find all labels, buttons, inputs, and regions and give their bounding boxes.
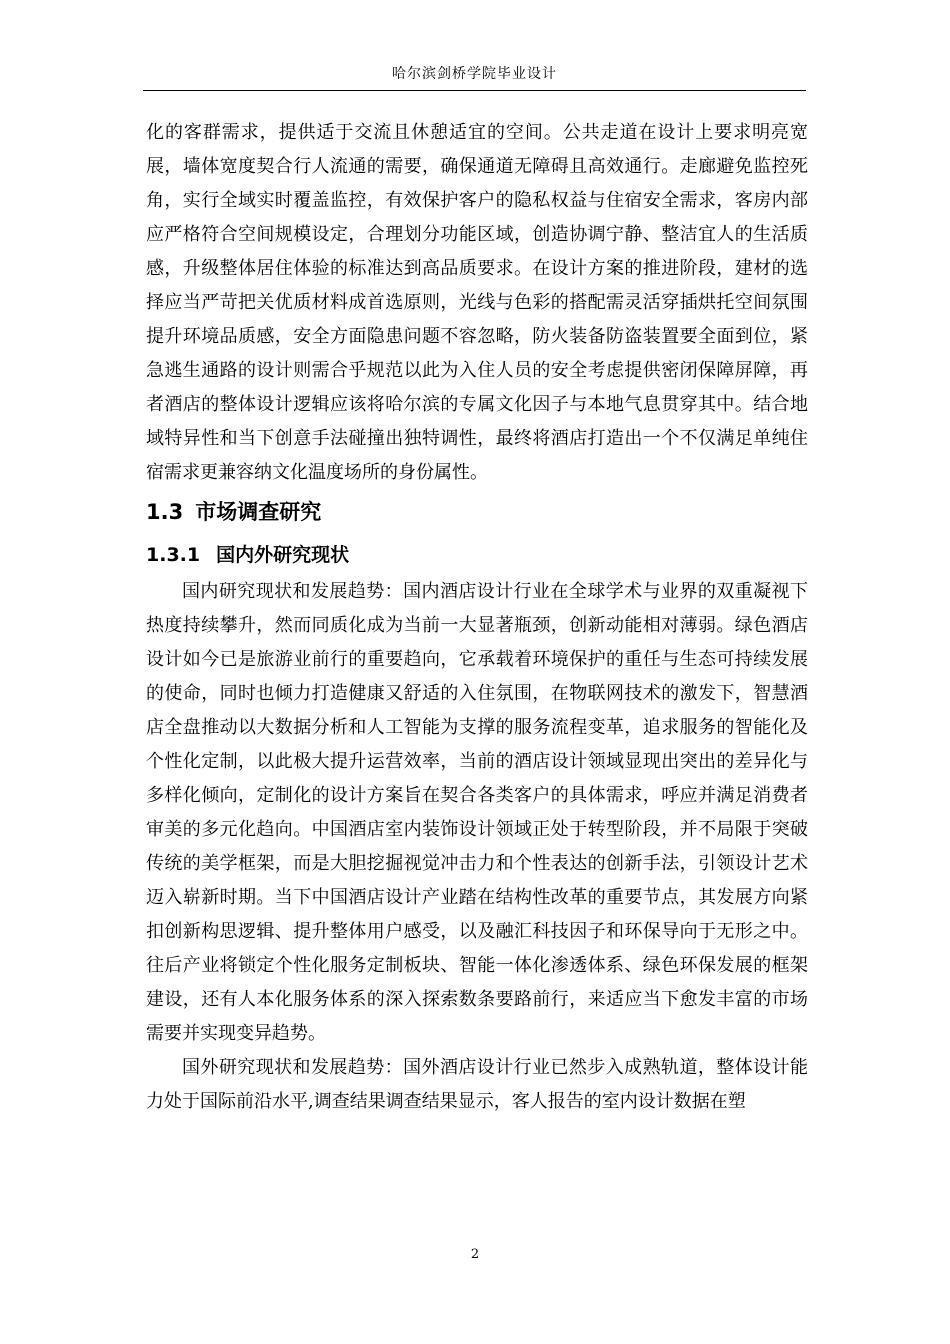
subsection-title: 国内外研究现状 [216, 544, 350, 566]
section-number: 1.3 [146, 500, 184, 524]
section-heading [146, 490, 808, 535]
section-title: 市场调查研究 [195, 500, 322, 524]
subsection-heading [146, 535, 808, 575]
page-header: 哈尔滨剑桥学院毕业设计 [143, 64, 806, 91]
paragraph: 化的客群需求，提供适于交流且休憩适宜的空间。公共走道在设计上要求明亮宽展，墙体宽度契合行人流通的需要，确保通道无障碍且高效通行。走廊避免监控死角，实行全域实时覆盖监控，有效保护客户的隐私权益与住宿安全需求，客房内部应严格符合空间规模设定，合理划分功能区域，创造协调宁静、整洁宜人的生活质感，升级整体居住体验的标准达到高品质要求。在设计方案的推进阶段，建材的选择应当严苛把关优质材料成首选原则，光线与色彩的搭配需灵活穿插烘托空间氛围提升环境品质感，安全方面隐患问题不容忽略，防火装备防盗装置要全面到位，紧急逃生通路的设计则需合乎规范以此为入住人员的安全考虑提供密闭保障屏障，再者酒店的整体设计逻辑应该将哈尔滨的专属文化因子与本地气息贯穿其中。结合地域特异性和当下创意手法碰撞出独特调性，最终将酒店打造出一个不仅满足单纯住宿需求更兼容纳文化温度场所的身份属性。 [146, 122, 808, 483]
paragraph: 国外研究现状和发展趋势：国外酒店设计行业已然步入成熟轨道，整体设计能力处于国际前沿水平,调查结果调查结果显示，客人报告的室内设计数据在塑 [146, 1057, 808, 1112]
document-body [146, 116, 808, 1119]
page-number: 2 [470, 1247, 480, 1262]
subsection-number: 1.3.1 [146, 544, 201, 566]
paragraph: 国内研究现状和发展趋势：国内酒店设计行业在全球学术与业界的双重凝视下热度持续攀升，然而同质化成为当前一大显著瓶颈，创新动能相对薄弱。绿色酒店设计如今已是旅游业前行的重要趋向，它承载着环境保护的重任与生态可持续发展的使命，同时也倾力打造健康又舒适的入住氛围，在物联网技术的激发下，智慧酒店全盘推动以大数据分析和人工智能为支撑的服务流程变革，追求服务的智能化及个性化定制，以此极大提升运营效率，当前的酒店设计领域显现出突出的差异化与多样化倾向，定制化的设计方案旨在契合各类客户的具体需求，呼应并满足消费者审美的多元化趋向。中国酒店室内装饰设计领域正处于转型阶段，并不局限于突破传统的美学框架，而是大胆挖掘视觉冲击力和个性表达的创新手法，引领设计艺术迈入崭新时期。当下中国酒店设计产业踏在结构性改革的重要节点，其发展方向紧扣创新构思逻辑、提升整体用户感受，以及融汇科技因子和环保导向于无形之中。往后产业将锁定个性化服务定制板块、智能一体化渗透体系、绿色环保发展的框架建设，还有人本化服务体系的深入探索数条要路前行，来适应当下愈发丰富的市场需要并实现变异趋势。 [146, 581, 808, 1044]
